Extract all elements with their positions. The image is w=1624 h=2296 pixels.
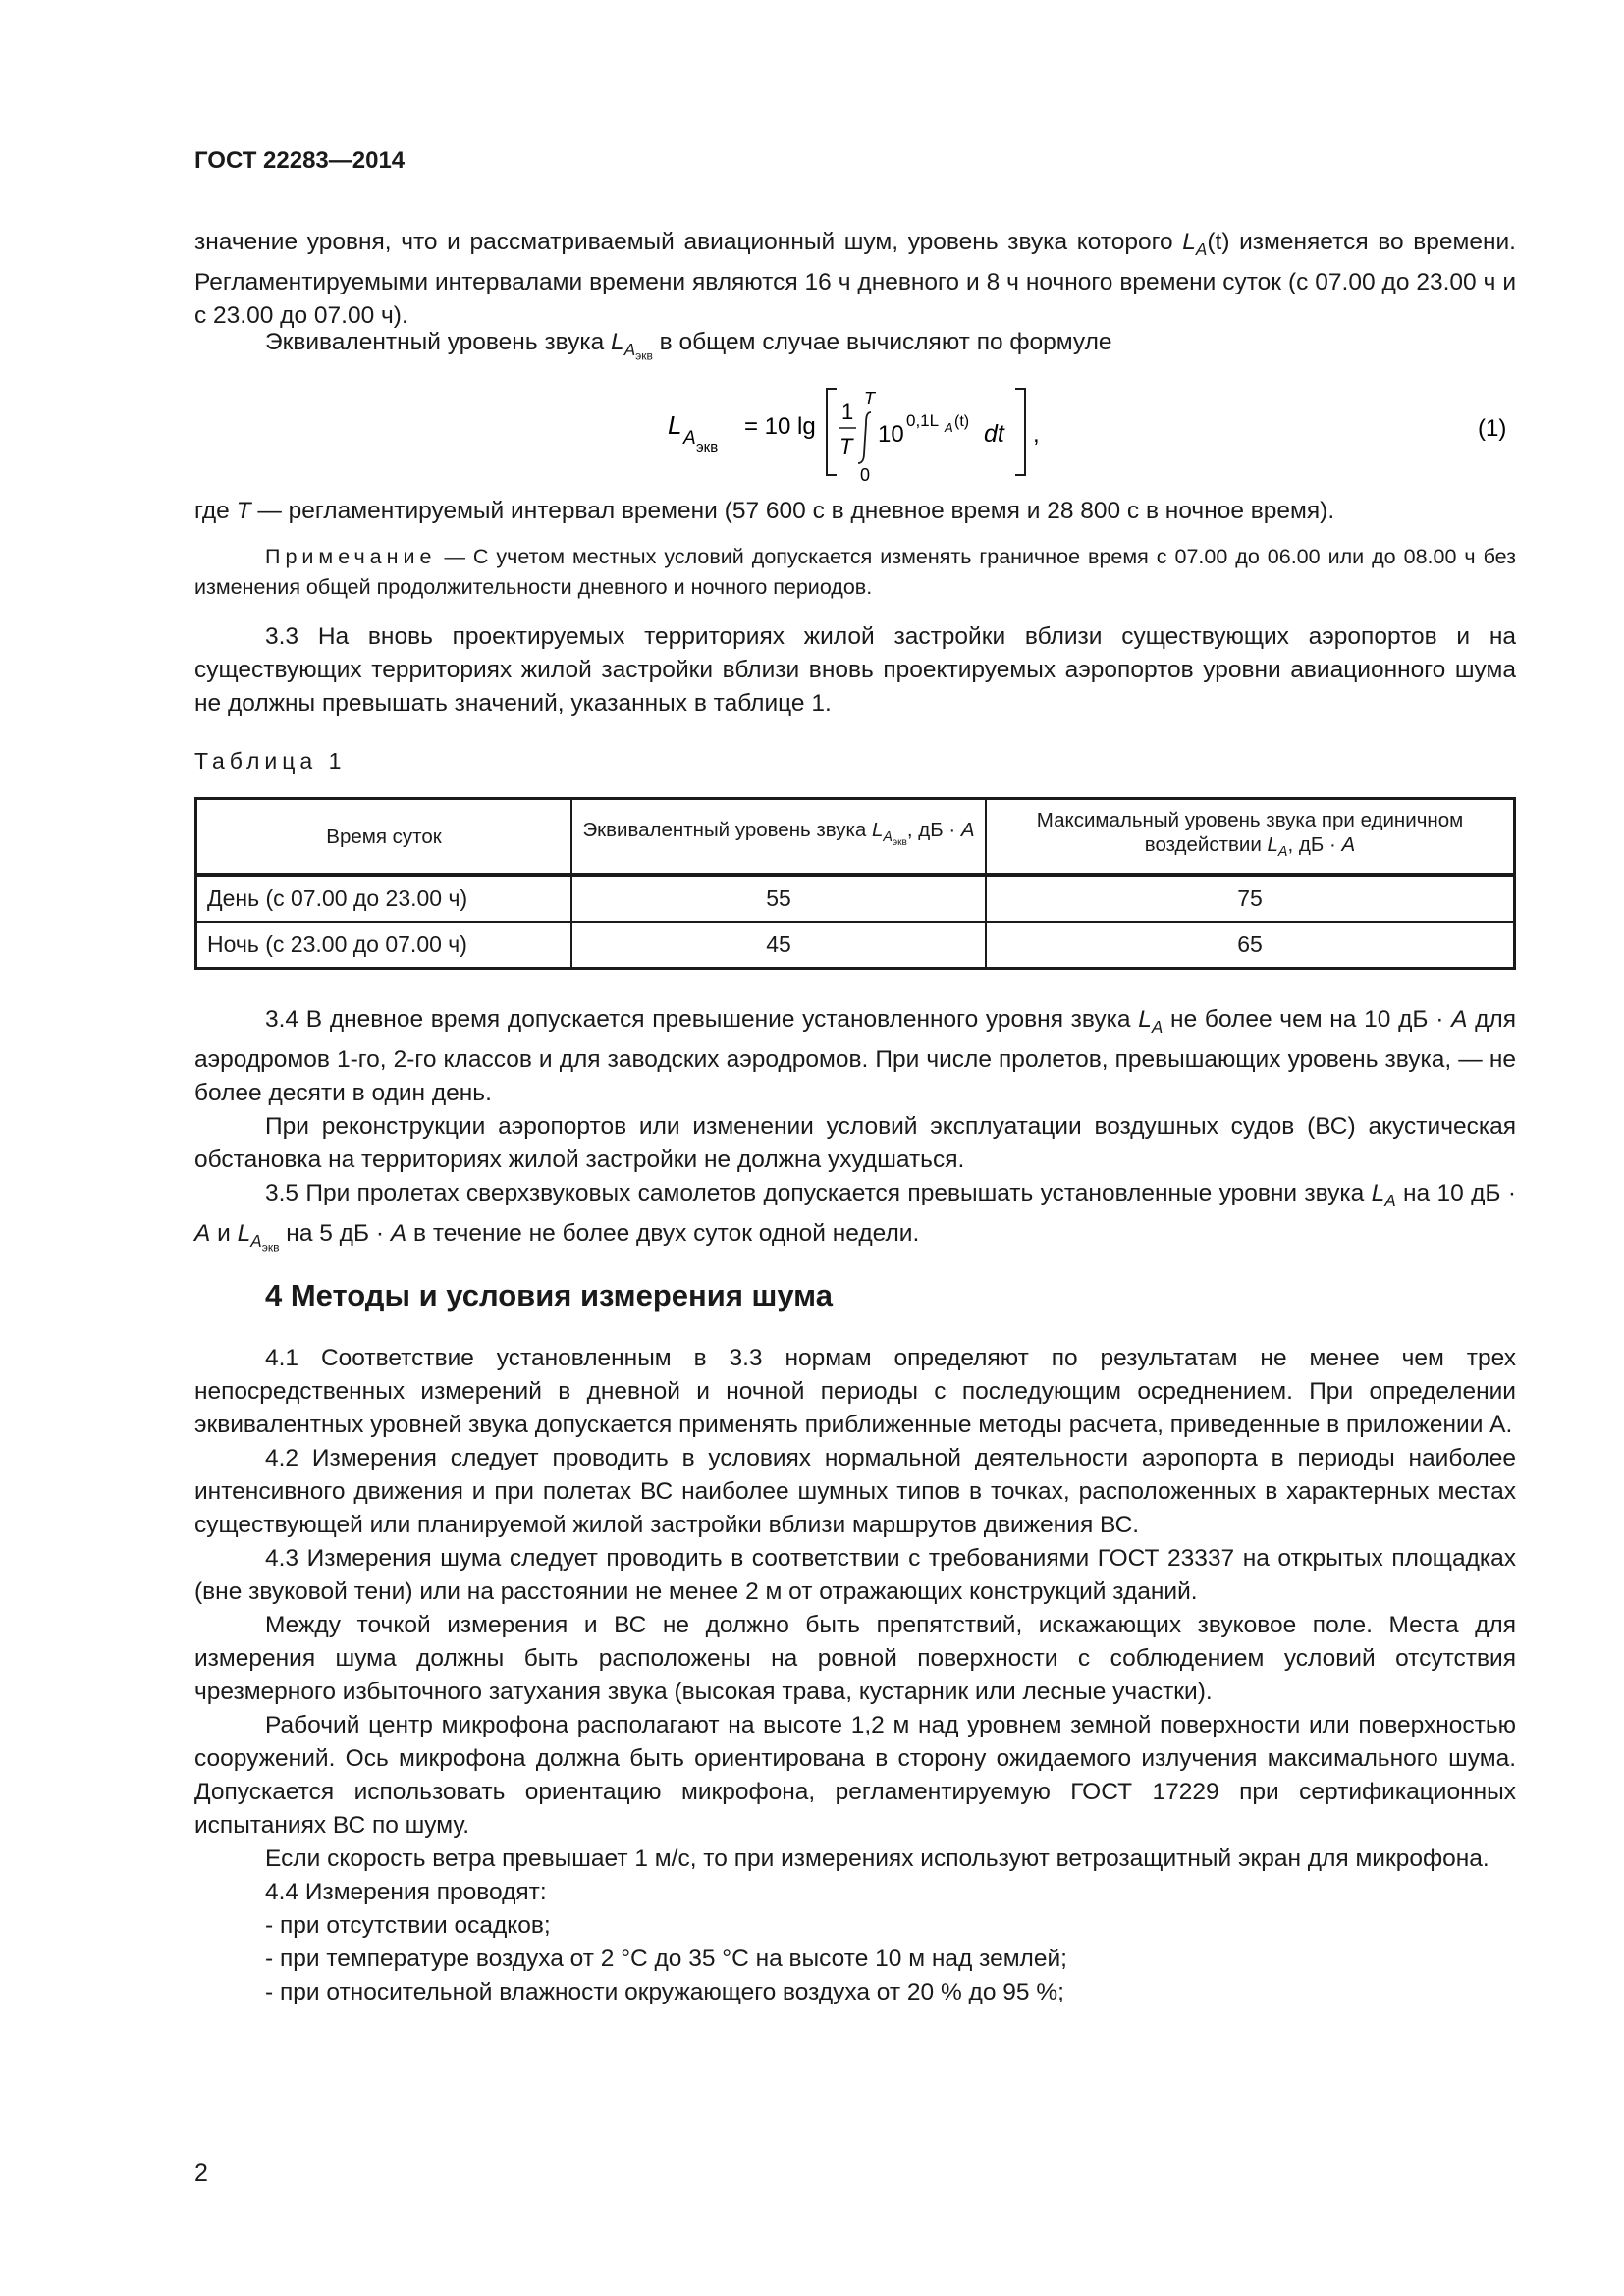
formula-eq: = 10 lg xyxy=(744,413,816,440)
formula-dt: dt xyxy=(984,420,1004,448)
cell-period: День (с 07.00 до 23.00 ч) xyxy=(196,875,572,922)
section-4-title: 4 Методы и условия измерения шума xyxy=(265,1278,833,1312)
intro-paragraph: значение уровня, что и рассматриваемый авиационный шум, уровень звука которого $L_A(t)$ изменяется во времени. Регламентируемыми интервалами времени являются 16 ч дневного и 8 ч ночного времени суток (с 07.00 до 23.00 ч и с 23.00 до 07.00 ч). xyxy=(194,229,1516,329)
paragraph-3-5: 3.5 При пролетах сверхзвуковых самолетов допускается превышать установленные уровни звука $L_A$ на 10 дБ · A и $L_{A_{экв}}$ на 5 дБ · A в течение не более двух суток одной недели. xyxy=(194,1179,1516,1255)
frac-den: T xyxy=(839,434,853,458)
paragraph-4-3: 4.3 Измерения шума следует проводить в соответствии с требованиями ГОСТ 23337 на открытых площадках (вне звуковой тени) или на расстоянии не менее 2 м от отражающих конструкций зданий. xyxy=(194,1545,1516,1605)
cell-eq: 45 xyxy=(571,922,986,969)
section-4-body xyxy=(194,1342,1516,2009)
formula-exponent-sub: A xyxy=(945,420,953,435)
header-equivalent: Эквивалентный уровень звука $L_{A_{экв}}$, дБ · A xyxy=(571,799,986,876)
header-maximum: Максимальный уровень звука при единичном воздействии $L_A$, дБ · A xyxy=(986,799,1515,876)
integral-sign xyxy=(858,412,871,463)
formula-lhs-sub: A xyxy=(683,428,696,449)
int-upper: T xyxy=(864,389,875,408)
paragraph-3-4: 3.4 В дневное время допускается превышение установленного уровня звука $L_A$ не более чем на 10 дБ · A для аэродромов 1-го, 2-го классов и для заводских аэродромов. При числе пролетов, превышающих уровень звука, — не более десяти в один день. xyxy=(194,1006,1516,1106)
formula-lhs-subsub: экв xyxy=(696,439,719,455)
paragraph-4-2: 4.2 Измерения следует проводить в условиях нормальной деятельности аэропорта в периоды наиболее интенсивного движения и при полетах ВС наиболее шумных типов в точках, расположенных в характерных местах существующей или планируемой жилой застройки вблизи маршрутов движения ВС. xyxy=(194,1445,1516,1538)
note-text: — С учетом местных условий допускается изменять граничное время с 07.00 до 06.00 или до 08.00 ч без изменения общей продолжительности дневного и ночного периодов. xyxy=(194,545,1516,599)
document-header: ГОСТ 22283—2014 xyxy=(194,147,406,174)
table-1 xyxy=(194,797,1516,970)
list-item: - при относительной влажности окружающего воздуха от 20 % до 95 %; xyxy=(265,1979,1064,2005)
int-lower: 0 xyxy=(860,465,871,483)
paragraph-3-4-2: При реконструкции аэропортов или изменении условий эксплуатации воздушных судов (ВС) акустическая обстановка на территориях жилой застройки не должна ухудшаться. xyxy=(194,1112,1516,1173)
cell-period: Ночь (с 23.00 до 07.00 ч) xyxy=(196,922,572,969)
formula-exponent: 0,1L xyxy=(906,411,940,430)
paragraph-4-3-4: Если скорость ветра превышает 1 м/с, то при измерениях используют ветрозащитный экран для микрофона. xyxy=(265,1845,1489,1872)
formula-svg xyxy=(668,385,1516,483)
formula-comma: , xyxy=(1033,421,1040,448)
cell-max: 75 xyxy=(986,875,1515,922)
note xyxy=(194,542,1516,603)
section-3-rest xyxy=(194,1003,1516,1263)
paragraph-4-3-2: Между точкой измерения и ВС не должно быть препятствий, искажающих звуковое поле. Места для измерения шума должны быть расположены на ровной поверхности с соблюдением условий отсутствия чрезмерного избыточного затухания звука (высокая трава, кустарник или лесные участки). xyxy=(194,1612,1516,1705)
table-row xyxy=(196,875,1515,922)
formula-exponent-arg: (t) xyxy=(954,413,970,430)
header-time: Время суток xyxy=(196,799,572,876)
page-number: 2 xyxy=(194,2160,208,2187)
formula-intro: Эквивалентный уровень звука $L_{A_{экв}}$ в общем случае вычисляют по формуле xyxy=(265,329,1112,363)
paragraph-4-3-3: Рабочий центр микрофона располагают на высоте 1,2 м над уровнем земной поверхности или поверхностью сооружений. Ось микрофона должна быть ориентирована в сторону ожидаемого излучения максимального шума. Допускается использовать ориентацию микрофона, регламентируемую ГОСТ 17229 при сертификационных испытаниях ВС по шуму. xyxy=(194,1712,1516,1839)
list-item: - при температуре воздуха от 2 °С до 35 °С на высоте 10 м над землей; xyxy=(265,1946,1067,1972)
frac-num: 1 xyxy=(841,400,854,424)
list-item: - при отсутствии осадков; xyxy=(265,1912,551,1939)
left-bracket xyxy=(827,389,837,475)
formula-1 xyxy=(668,385,1516,483)
paragraph-4-4: 4.4 Измерения проводят: xyxy=(265,1879,547,1905)
paragraph-4-1: 4.1 Соответствие установленным в 3.3 нормам определяют по результатам не менее чем трех непосредственных измерений в дневной и ночной периоды с последующим осреднением. При определении эквивалентных уровней звука допускается применять приближенные методы расчета, приведенные в приложении А. xyxy=(194,1345,1516,1438)
cell-eq: 55 xyxy=(571,875,986,922)
note-label: Примечание xyxy=(265,545,437,568)
paragraph-3-3: 3.3 На вновь проектируемых территориях жилой застройки вблизи существующих аэропортов и на существующих территориях жилой застройки вблизи вновь проектируемых аэропортов уровни авиационного шума не должны превышать значений, указанных в таблице 1. xyxy=(194,623,1516,717)
table-caption: Таблица 1 xyxy=(194,748,347,774)
formula-base: 10 xyxy=(878,421,904,448)
formula-number: (1) xyxy=(1478,415,1507,442)
table-row xyxy=(196,922,1515,969)
right-bracket xyxy=(1015,389,1025,475)
formula-lhs: L xyxy=(668,410,682,440)
table-1-wrapper xyxy=(194,797,1516,970)
where-paragraph: где T — регламентируемый интервал времени (57 600 с в дневное время и 28 800 с в ночное время). xyxy=(194,498,1335,524)
cell-max: 65 xyxy=(986,922,1515,969)
